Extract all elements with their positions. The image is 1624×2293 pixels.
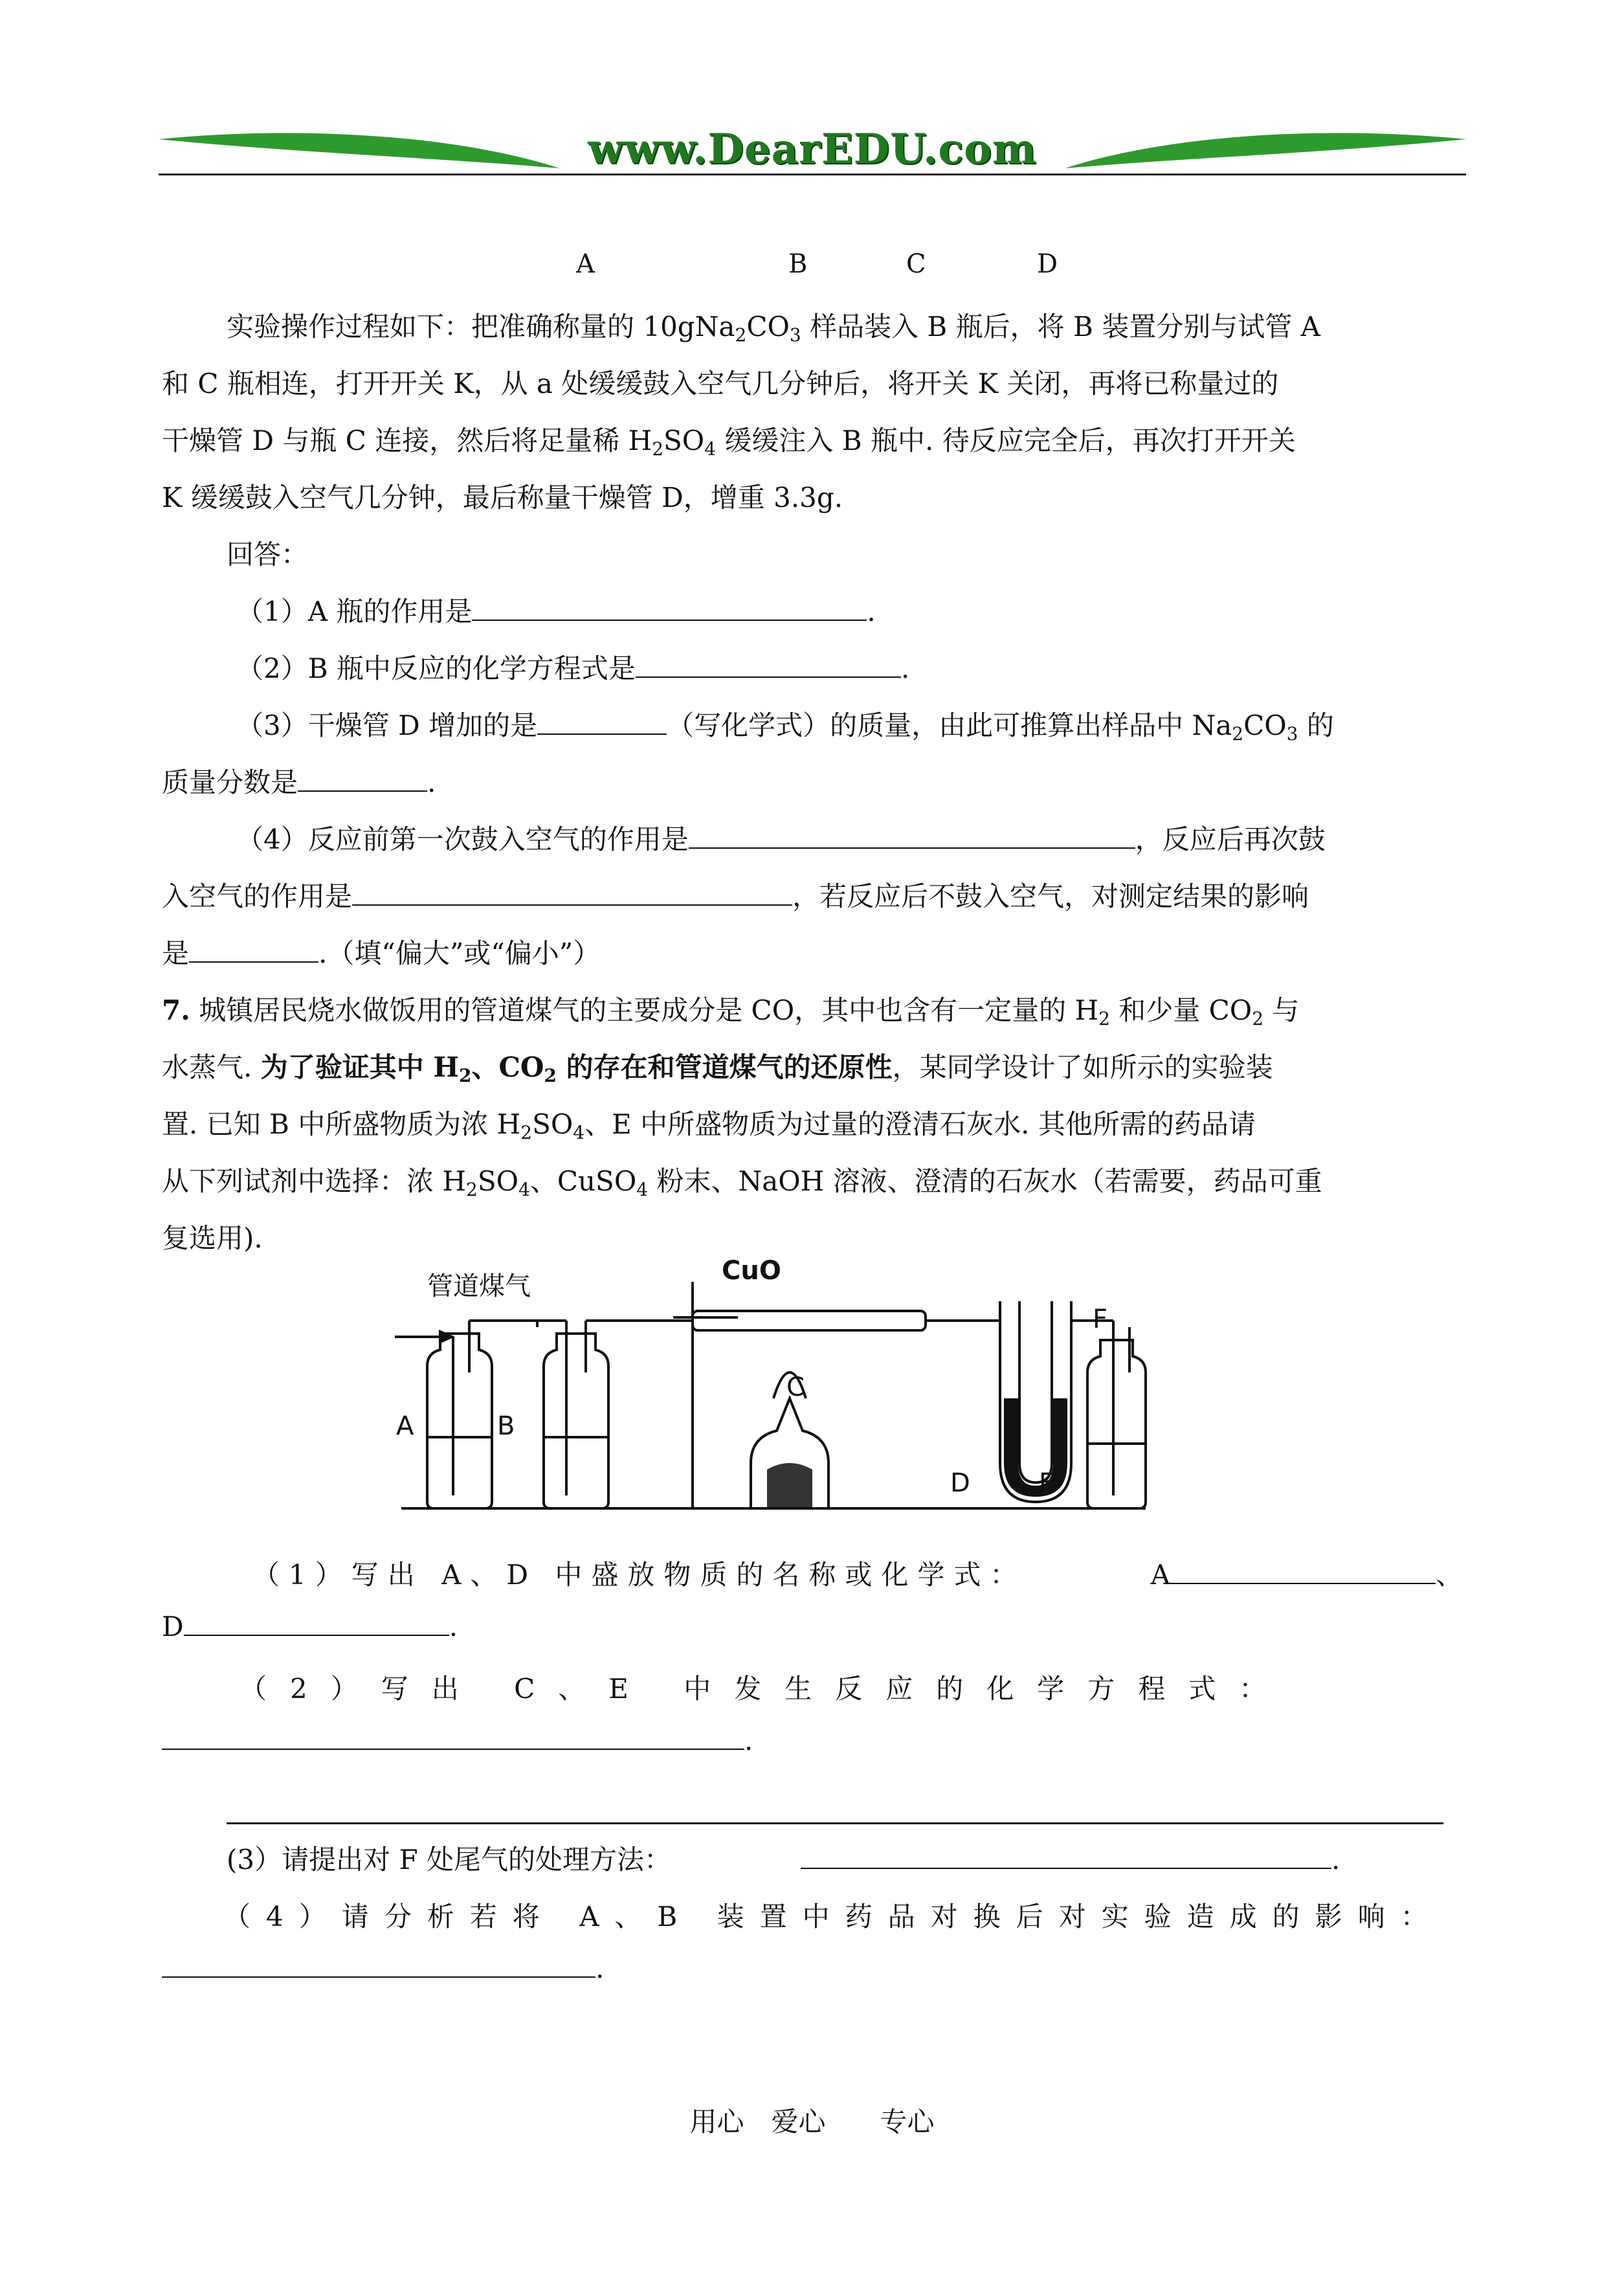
q7-2: （2）写出 C、E 中发生反应的化学方程式： [239, 1673, 1290, 1705]
q6-3: （3）干燥管 D 增加的是 （写化学式）的质量，由此可推算出样品中 $Na_2CO_3$ 的 [236, 710, 1334, 744]
q7-4: （4）请分析若将 A、B 装置中药品对换后对实验造成的影响： [223, 1901, 1443, 1932]
q7-1-cont: D . [162, 1611, 458, 1642]
label-d: D [1037, 249, 1058, 279]
fig-label-e: E [1039, 1468, 1056, 1498]
answer-blank[interactable] [801, 1844, 1331, 1869]
q7-line1: 7. 城镇居民烧水做饭用的管道煤气的主要成分是 CO，其中也含有一定量的 $H_2$ 和少量 $CO_2$ 与 [162, 994, 1300, 1029]
q6-2: （2）B 瓶中反应的化学方程式是 . [236, 653, 910, 684]
label-c: C [906, 249, 926, 279]
answer-blank[interactable] [472, 596, 867, 621]
q6-4-end: 是 .（填“偏大”或“偏小”） [162, 937, 601, 969]
q7-3: (3）请提出对 F 处尾气的处理方法： . [227, 1844, 1340, 1875]
q6-4-cont: 入空气的作用是 ，若反应后不鼓入空气，对测定结果的影响 [162, 880, 1309, 912]
q6-3-cont: 质量分数是 . [162, 766, 436, 798]
answer-blank[interactable] [184, 1611, 449, 1636]
fig-label-d: D [950, 1468, 970, 1498]
para1-line3: 干燥管 D 与瓶 C 连接，然后将足量稀 $H_2SO_4$ 缓缓注入 B 瓶中. 待反应完全后，再次打开开关 [162, 425, 1296, 460]
fig-label-f: F [1093, 1304, 1108, 1334]
answer-blank[interactable] [162, 1725, 744, 1750]
q7-line4: 从下列试剂中选择：浓 $H_2SO_4$、CuSO$_4$ 粉末、NaOH 溶液、澄清的石灰水（若需要，药品可重 [162, 1165, 1322, 1200]
answer-blank[interactable] [298, 767, 427, 792]
q7-line5: 复选用). [162, 1222, 263, 1254]
q7-line2: 水蒸气. 为了验证其中 $H_2$、$CO_2$ 的存在和管道煤气的还原性，某同学设计了如所示的实验装 [162, 1051, 1273, 1086]
q7-4-cont: . [162, 1952, 1463, 1984]
q6-4: （4）反应前第一次鼓入空气的作用是 ，反应后再次鼓 [236, 823, 1326, 855]
answer-blank[interactable] [352, 881, 792, 906]
fig-label-a: A [396, 1411, 414, 1441]
answer-blank[interactable] [537, 710, 667, 735]
apparatus-diagram [388, 1256, 1152, 1528]
q7-1: （1）写出 A、D 中盛放物质的名称或化学式： A 、 [252, 1559, 1463, 1591]
fig-label-b: B [497, 1411, 515, 1441]
label-b: B [788, 249, 808, 279]
header-divider [159, 173, 1466, 175]
answer-blank[interactable] [689, 824, 1135, 849]
fig-label-c: C [786, 1372, 805, 1402]
para1-line1: 实验操作过程如下：把准确称量的 $10gNa_2CO_3$ 样品装入 B 瓶后，将 B 装置分别与试管 A [227, 311, 1320, 346]
answer-label: 回答： [227, 539, 309, 570]
answer-line[interactable] [227, 1822, 1443, 1824]
answer-blank[interactable] [1170, 1560, 1436, 1584]
para1-line4: K 缓缓鼓入空气几分钟，最后称量干燥管 D，增重 3.3g. [162, 482, 843, 513]
q7-line3: 置. 已知 B 中所盛物质为浓 $H_2SO_4$、E 中所盛物质为过量的澄清石灰水. 其他所需的药品请 [162, 1108, 1256, 1143]
cuo-label: CuO [722, 1256, 781, 1286]
answer-blank[interactable] [162, 1953, 595, 1978]
label-a: A [576, 249, 595, 279]
para1-line2: 和 C 瓶相连，打开开关 K，从 a 处缓缓鼓入空气几分钟后，将开关 K 关闭，再将已称量过的 [162, 368, 1279, 399]
gas-label: 管道煤气 [427, 1271, 531, 1301]
site-logo-text: www.DearEDU.com [588, 125, 1037, 173]
answer-blank[interactable] [189, 938, 318, 963]
apparatus-drawing [388, 1269, 1152, 1528]
footer-motto: 用心 爱心 专心 [689, 2106, 935, 2138]
q6-1: （1）A 瓶的作用是 . [236, 596, 876, 627]
q7-2-cont: . [162, 1725, 1463, 1756]
answer-blank[interactable] [636, 653, 901, 678]
